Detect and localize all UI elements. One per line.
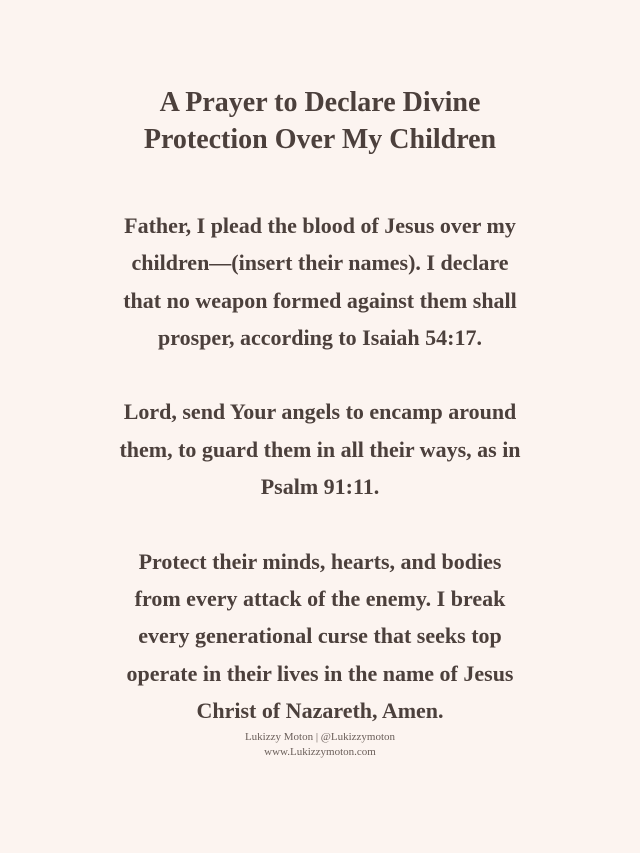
- prayer-body: [80, 207, 560, 766]
- paragraph-line: children—(insert their names). I declare: [131, 250, 509, 276]
- paragraph-line: from every attack of the enemy. I break: [134, 585, 506, 611]
- prayer-paragraph-2: [80, 393, 560, 505]
- paragraph-line: Father, I plead the blood of Jesus over my: [124, 213, 516, 238]
- title-line-1: A Prayer to Declare Divine: [159, 87, 481, 118]
- website-link: www.Lukizzymoton.com: [264, 746, 376, 758]
- paragraph-line: prosper, according to Isaiah 54:17.: [158, 324, 482, 350]
- paragraph-line: Psalm 91:11.: [260, 474, 380, 500]
- page-title: [60, 84, 580, 158]
- paragraph-line: them, to guard them in all their ways, as in: [119, 436, 521, 462]
- paragraph-line: Christ of Nazareth, Amen.: [196, 697, 444, 723]
- paragraph-line: that no weapon formed against them shall: [123, 287, 517, 313]
- paragraph-line: operate in their lives in the name of Jesus: [126, 660, 514, 686]
- footer-credit: [170, 730, 470, 760]
- paragraph-line: Lord, send Your angels to encamp around: [123, 399, 517, 425]
- title-line-2: Protection Over My Children: [143, 124, 497, 155]
- paragraph-line: every generational curse that seeks top: [138, 623, 502, 649]
- prayer-paragraph-1: [80, 207, 560, 356]
- prayer-paragraph-3: [80, 543, 560, 729]
- author-credit: Lukizzy Moton | @Lukizzymoton: [244, 731, 396, 743]
- paragraph-line: Protect their minds, hearts, and bodies: [138, 548, 502, 574]
